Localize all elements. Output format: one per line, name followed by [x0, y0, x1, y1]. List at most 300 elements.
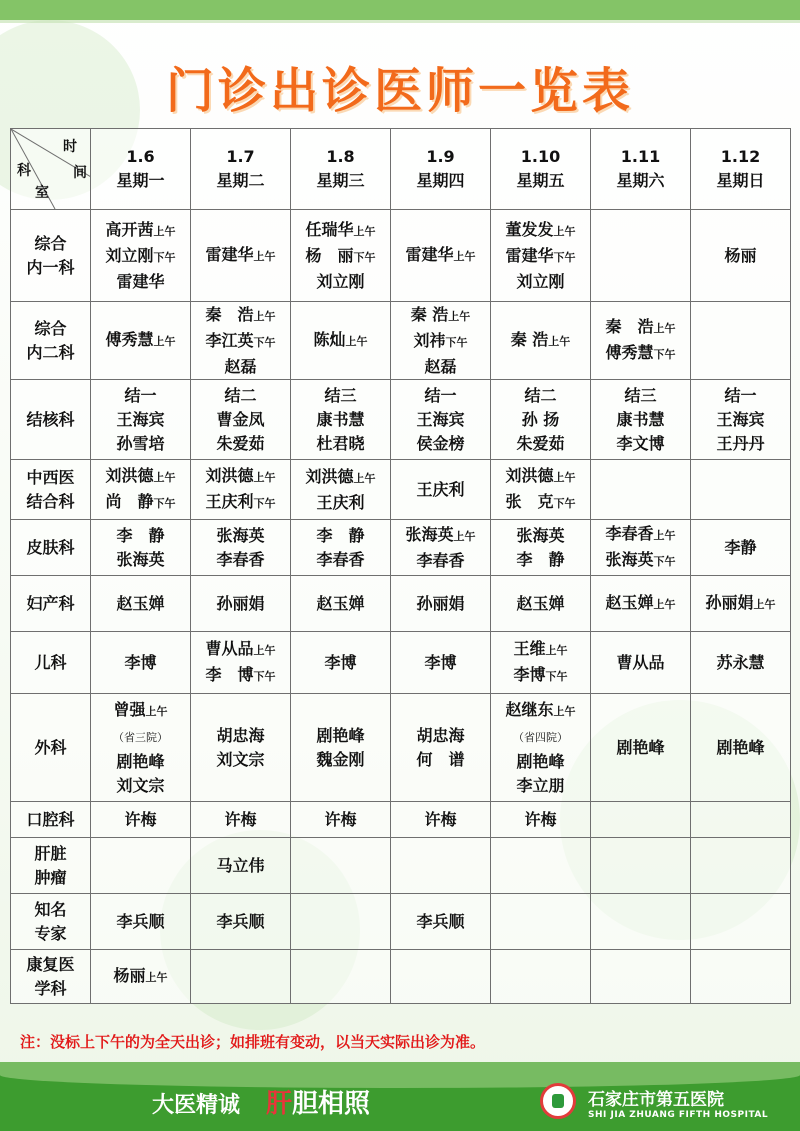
schedule-cell [91, 460, 191, 520]
doctor-entry [491, 724, 590, 750]
corner-dept-char: 室 [35, 185, 49, 201]
session-tag: 下午 [153, 496, 176, 510]
doctor-entry [91, 964, 190, 990]
schedule-row [11, 802, 791, 838]
doctor-name: 王维 [513, 638, 546, 658]
doctor-name: 张 克 [505, 491, 554, 511]
department-name: 康复医 [26, 954, 75, 974]
schedule-cell [391, 802, 491, 838]
doctor-name: 傅秀慧 [605, 342, 654, 362]
schedule-row [11, 694, 791, 802]
session-tag: 下午 [545, 669, 568, 683]
session-tag: 上午 [253, 470, 276, 484]
department-name: 肿瘤 [34, 867, 67, 887]
doctor-name: 董发发 [505, 219, 554, 239]
schedule-cell [391, 894, 491, 950]
schedule-body [11, 210, 791, 1004]
schedule-cell [191, 576, 291, 632]
doctor-entry [691, 244, 790, 268]
session-tag: 上午 [553, 704, 576, 718]
doctor-name: 赵玉婵 [516, 593, 565, 613]
doctor-entry [91, 218, 190, 244]
session-tag: 上午 [253, 309, 276, 323]
session-tag: 上午 [545, 643, 568, 657]
doctor-name: 刘洪德 [305, 466, 354, 486]
schedule-cell [391, 950, 491, 1004]
day-weekday: 星期一 [116, 171, 165, 190]
day-weekday: 星期五 [516, 171, 565, 190]
doctor-entry [691, 408, 790, 432]
doctor-name: 康书慧 [616, 409, 665, 429]
department-name: 肝脏 [34, 843, 67, 863]
doctor-entry [291, 748, 390, 772]
doctor-entry [691, 736, 790, 760]
doctor-name: 李 静 [516, 549, 565, 569]
doctor-entry [191, 490, 290, 516]
doctor-name: 李兵顺 [416, 911, 465, 931]
day-date: 1.12 [720, 147, 761, 166]
doctor-entry [391, 748, 490, 772]
doctor-name: 雷建华 [116, 271, 165, 291]
session-tag: 上午 [753, 597, 776, 611]
schedule-row [11, 632, 791, 694]
doctor-entry [591, 432, 690, 456]
doctor-name: 结一 [424, 385, 457, 405]
schedule-cell [691, 380, 791, 460]
doctor-name: 刘洪德 [505, 465, 554, 485]
department-name: 学科 [34, 978, 67, 998]
department-name: 外科 [34, 737, 67, 757]
session-tag: 上午 [145, 970, 168, 984]
day-header [91, 129, 191, 210]
day-weekday: 星期日 [716, 171, 765, 190]
doctor-name: 赵磊 [224, 356, 257, 376]
doctor-entry [491, 464, 590, 490]
doctor-name: 许梅 [324, 809, 357, 829]
doctor-entry [291, 592, 390, 616]
session-tag: 上午 [653, 597, 676, 611]
session-tag: 下午 [253, 669, 276, 683]
doctor-name: 何 谱 [416, 749, 465, 769]
department-name: 儿科 [34, 652, 67, 672]
doctor-entry [291, 270, 390, 294]
doctor-name: 李博 [513, 664, 546, 684]
doctor-entry [391, 303, 490, 329]
doctor-entry [291, 651, 390, 675]
slogan-highlight-char: 肝 [266, 1089, 293, 1119]
doctor-entry [591, 341, 690, 367]
doctor-entry [591, 384, 690, 408]
doctor-entry [291, 524, 390, 548]
schedule-cell [91, 802, 191, 838]
doctor-entry [591, 736, 690, 760]
hospital-logo-icon [540, 1083, 576, 1119]
doctor-name: 结三 [624, 385, 657, 405]
doctor-entry [291, 328, 390, 354]
schedule-cell [91, 894, 191, 950]
doctor-entry [91, 910, 190, 934]
doctor-name: 孙 扬 [521, 409, 560, 429]
doctor-name: 胡忠海 [216, 725, 265, 745]
schedule-cell [491, 302, 591, 380]
schedule-cell [291, 802, 391, 838]
doctor-name: 曹从品 [205, 638, 254, 658]
schedule-cell [291, 380, 391, 460]
department-name: 专家 [34, 923, 67, 943]
session-tag: 上午 [345, 334, 368, 348]
department-cell [11, 950, 91, 1004]
doctor-name: 陈灿 [313, 329, 346, 349]
department-cell [11, 210, 91, 302]
doctor-name: 赵玉婵 [605, 592, 654, 612]
schedule-cell [91, 950, 191, 1004]
schedule-row [11, 210, 791, 302]
schedule-cell [391, 632, 491, 694]
doctor-name: 李 静 [316, 525, 365, 545]
session-tag: 上午 [453, 249, 476, 263]
doctor-name: 李博 [124, 652, 157, 672]
doctor-name: 赵继东 [505, 699, 554, 719]
doctor-entry [191, 808, 290, 832]
department-name: 妇产科 [26, 593, 75, 613]
corner-dept-char: 科 [17, 163, 31, 179]
doctor-entry [491, 698, 590, 724]
schedule-cell [391, 520, 491, 576]
doctor-entry [591, 548, 690, 574]
doctor-entry [691, 432, 790, 456]
doctor-name: 赵磊 [424, 356, 457, 376]
department-cell [11, 632, 91, 694]
doctor-name: 王海宾 [416, 409, 465, 429]
doctor-entry [491, 808, 590, 832]
doctor-entry [91, 244, 190, 270]
doctor-entry [491, 218, 590, 244]
hospital-name: 石家庄市第五医院 [588, 1090, 724, 1110]
doctor-entry [291, 218, 390, 244]
doctor-entry [491, 270, 590, 294]
doctor-name: 刘文宗 [116, 775, 165, 795]
corner-time-char: 时 [63, 139, 77, 155]
doctor-entry [491, 408, 590, 432]
doctor-entry [91, 548, 190, 572]
doctor-entry [391, 523, 490, 549]
corner-time-char: 间 [73, 165, 87, 181]
schedule-cell [391, 694, 491, 802]
doctor-name: 刘洪德 [105, 465, 154, 485]
schedule-cell [491, 460, 591, 520]
session-tag: 上午 [153, 334, 176, 348]
doctor-entry [591, 315, 690, 341]
doctor-name: 胡忠海 [416, 725, 465, 745]
doctor-name: 王海宾 [116, 409, 165, 429]
doctor-entry [291, 724, 390, 748]
doctor-name: 杨 丽 [305, 245, 354, 265]
doctor-name: 李春香 [605, 523, 654, 543]
doctor-name: 任瑞华 [305, 219, 354, 239]
schedule-cell [191, 838, 291, 894]
doctor-entry [91, 464, 190, 490]
session-tag: 下午 [253, 335, 276, 349]
hospital-note: （省四院） [513, 730, 568, 744]
top-green-bar [0, 0, 800, 20]
department-cell [11, 894, 91, 950]
schedule-cell [191, 950, 291, 1004]
doctor-entry [491, 432, 590, 456]
doctor-entry [491, 384, 590, 408]
doctor-name: 李立朋 [516, 775, 565, 795]
doctor-name: 许梅 [224, 809, 257, 829]
schedule-cell [591, 838, 691, 894]
department-cell [11, 838, 91, 894]
doctor-name: 魏金刚 [316, 749, 365, 769]
doctor-entry [191, 464, 290, 490]
doctor-name: 孙丽娟 [216, 593, 265, 613]
schedule-cell [91, 302, 191, 380]
schedule-cell [691, 632, 791, 694]
doctor-entry [391, 910, 490, 934]
schedule-cell [691, 838, 791, 894]
day-header [291, 129, 391, 210]
schedule-cell [691, 302, 791, 380]
doctor-name: 结二 [224, 385, 257, 405]
schedule-cell [91, 210, 191, 302]
doctor-entry [391, 384, 490, 408]
doctor-name: 雷建华 [505, 245, 554, 265]
schedule-cell [691, 802, 791, 838]
session-tag: 上午 [253, 249, 276, 263]
doctor-entry [91, 328, 190, 354]
schedule-cell [191, 302, 291, 380]
doctor-name: 张海英 [605, 549, 654, 569]
doctor-entry [191, 910, 290, 934]
session-tag: 下午 [553, 496, 576, 510]
doctor-entry [91, 408, 190, 432]
session-tag: 上午 [453, 529, 476, 543]
doctor-name: 王海宾 [716, 409, 765, 429]
day-date: 1.8 [326, 147, 355, 166]
doctor-entry [191, 663, 290, 689]
doctor-entry [291, 465, 390, 491]
schedule-cell [691, 520, 791, 576]
doctor-name: 许梅 [424, 809, 457, 829]
doctor-entry [91, 524, 190, 548]
day-header [491, 129, 591, 210]
doctor-entry [691, 591, 790, 617]
doctor-entry [191, 329, 290, 355]
doctor-entry [91, 808, 190, 832]
schedule-cell [691, 694, 791, 802]
doctor-entry [491, 490, 590, 516]
doctor-entry [191, 432, 290, 456]
schedule-cell [91, 576, 191, 632]
doctor-name: 李兵顺 [116, 911, 165, 931]
doctor-entry [91, 432, 190, 456]
doctor-name: 张海英 [116, 549, 165, 569]
day-weekday: 星期四 [416, 171, 465, 190]
doctor-name: 李兵顺 [216, 911, 265, 931]
schedule-cell [591, 950, 691, 1004]
doctor-entry [191, 637, 290, 663]
department-name: 结核科 [26, 409, 75, 429]
department-cell [11, 576, 91, 632]
department-name: 皮肤科 [26, 537, 75, 557]
schedule-cell [591, 894, 691, 950]
day-weekday: 星期二 [216, 171, 265, 190]
department-name: 知名 [34, 899, 67, 919]
schedule-cell [291, 632, 391, 694]
day-header [191, 129, 291, 210]
schedule-row [11, 838, 791, 894]
session-tag: 上午 [353, 224, 376, 238]
department-cell [11, 460, 91, 520]
schedule-cell [491, 694, 591, 802]
doctor-entry [191, 408, 290, 432]
schedule-cell [191, 210, 291, 302]
doctor-name: 尚 静 [105, 491, 154, 511]
session-tag: 上午 [153, 470, 176, 484]
doctor-name: 秦 浩 [510, 329, 549, 349]
doctor-entry [491, 244, 590, 270]
department-cell [11, 302, 91, 380]
schedule-cell [591, 520, 691, 576]
day-date: 1.9 [426, 147, 455, 166]
doctor-name: 王庆利 [416, 479, 465, 499]
session-tag: 上午 [553, 470, 576, 484]
schedule-cell [391, 460, 491, 520]
doctor-name: 刘祎 [413, 330, 446, 350]
doctor-entry [391, 651, 490, 675]
doctor-name: 张海英 [516, 525, 565, 545]
schedule-row [11, 894, 791, 950]
doctor-entry [91, 384, 190, 408]
doctor-entry [391, 408, 490, 432]
doctor-entry [91, 490, 190, 516]
schedule-cell [491, 950, 591, 1004]
session-tag: 上午 [145, 704, 168, 718]
doctor-entry [391, 432, 490, 456]
session-tag: 上午 [548, 334, 571, 348]
day-date: 1.11 [620, 147, 661, 166]
top-divider [0, 20, 800, 23]
schedule-cell [191, 520, 291, 576]
doctor-entry [391, 329, 490, 355]
doctor-name: 秦 浩 [205, 304, 254, 324]
doctor-name: 曾强 [113, 699, 146, 719]
schedule-row [11, 302, 791, 380]
doctor-name: 张海英 [216, 525, 265, 545]
department-cell [11, 802, 91, 838]
doctor-entry [591, 591, 690, 617]
doctor-name: 高开茜 [105, 219, 154, 239]
doctor-name: 结一 [124, 385, 157, 405]
session-tag: 上午 [353, 471, 376, 485]
doctor-name: 孙丽娟 [705, 592, 754, 612]
schedule-row [11, 380, 791, 460]
doctor-name: 结三 [324, 385, 357, 405]
schedule-cell [291, 576, 391, 632]
doctor-name: 结一 [724, 385, 757, 405]
hospital-note: （省三院） [113, 730, 168, 744]
doctor-name: 李春香 [216, 549, 265, 569]
schedule-cell [491, 802, 591, 838]
doctor-name: 侯金榜 [416, 433, 465, 453]
doctor-name: 李博 [424, 652, 457, 672]
hospital-name-english: SHI JIA ZHUANG FIFTH HOSPITAL [588, 1110, 769, 1120]
schedule-row [11, 520, 791, 576]
doctor-name: 孙丽娟 [416, 593, 465, 613]
doctor-entry [91, 698, 190, 724]
doctor-name: 许梅 [124, 809, 157, 829]
slogan-rest: 胆相照 [292, 1089, 371, 1119]
doctor-name: 杜君晓 [316, 433, 365, 453]
schedule-cell [91, 838, 191, 894]
session-tag: 上午 [653, 321, 676, 335]
schedule-cell [591, 694, 691, 802]
page-title: 门诊出诊医师一览表 [165, 63, 634, 119]
schedule-cell [391, 838, 491, 894]
doctor-name: 李 静 [116, 525, 165, 545]
department-name: 综合 [34, 233, 67, 253]
doctor-name: 李 博 [205, 664, 254, 684]
schedule-table [10, 128, 791, 1004]
doctor-entry [691, 536, 790, 560]
doctor-entry [291, 432, 390, 456]
doctor-name: 李静 [724, 537, 757, 557]
doctor-name: 孙雪培 [116, 433, 165, 453]
doctor-name: 傅秀慧 [105, 329, 154, 349]
doctor-entry [691, 651, 790, 675]
doctor-entry [491, 774, 590, 798]
slogan-right [266, 1083, 370, 1120]
schedule-cell [491, 838, 591, 894]
doctor-name: 雷建华 [205, 244, 254, 264]
doctor-entry [291, 408, 390, 432]
department-name: 综合 [34, 318, 67, 338]
schedule-cell [391, 210, 491, 302]
doctor-name: 杨丽 [724, 245, 757, 265]
doctor-name: 康书慧 [316, 409, 365, 429]
doctor-entry [491, 524, 590, 548]
doctor-entry [191, 524, 290, 548]
doctor-entry [491, 592, 590, 616]
doctor-name: 剧艳峰 [716, 737, 765, 757]
doctor-entry [291, 808, 390, 832]
schedule-cell [191, 380, 291, 460]
schedule-cell [291, 302, 391, 380]
session-tag: 上午 [653, 528, 676, 542]
doctor-entry [291, 244, 390, 270]
schedule-cell [291, 210, 391, 302]
schedule-cell [691, 894, 791, 950]
schedule-cell [491, 632, 591, 694]
doctor-entry [191, 854, 290, 878]
doctor-name: 剧艳峰 [516, 751, 565, 771]
doctor-entry [491, 548, 590, 572]
doctor-name: 杨丽 [113, 965, 146, 985]
doctor-name: 秦 浩 [605, 316, 654, 336]
doctor-name: 王庆利 [316, 492, 365, 512]
doctor-name: 李博 [324, 652, 357, 672]
schedule-cell [591, 380, 691, 460]
doctor-entry [391, 808, 490, 832]
doctor-entry [191, 384, 290, 408]
doctor-entry [491, 328, 590, 354]
doctor-entry [591, 651, 690, 675]
doctor-name: 秦 浩 [410, 304, 449, 324]
doctor-name: 赵玉婵 [116, 593, 165, 613]
schedule-cell [591, 632, 691, 694]
schedule-cell [91, 520, 191, 576]
